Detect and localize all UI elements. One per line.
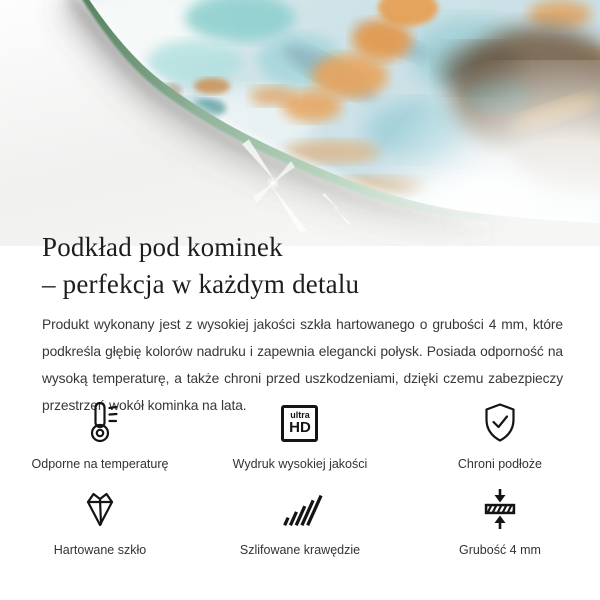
feature-label: Wydruk wysokiej jakości	[232, 457, 368, 471]
diamond-icon	[78, 486, 122, 532]
feature-label: Hartowane szkło	[53, 543, 147, 557]
feature-print-quality	[200, 398, 400, 472]
page-title-line-1: Podkład pod kominek	[42, 232, 283, 262]
feature-label: Szlifowane krawędzie	[239, 543, 361, 557]
feature-label: Odporne na temperaturę	[31, 457, 169, 471]
shield-check-icon	[478, 400, 522, 446]
thermometer-icon	[78, 400, 122, 446]
thickness-arrows-icon	[478, 486, 522, 532]
feature-label: Chroni podłoże	[457, 457, 542, 471]
feature-protects-floor	[400, 398, 600, 472]
polished-edges-icon	[276, 486, 324, 532]
page-title-line-2: – perfekcja w każdym detalu	[42, 269, 360, 299]
feature-grid	[0, 398, 600, 558]
ultra-hd-icon	[281, 405, 318, 442]
product-description-text: Produkt wykonany jest z wysokiej jakości szkła hartowanego o grubości 4 mm, które podkreśla głębię kolorów nadruku i zapewnia elegancki połysk. Posiada odporność na wysoką temperaturę, a także chroni przed uszkodzeniami, dzięki czemu zabezpieczy przestrzeń wokół kominka na lata.	[42, 317, 563, 413]
feature-temperature	[0, 398, 200, 472]
glass-pad-marble-illustration	[0, 0, 600, 246]
ultra-hd-icon-text-bottom: HD	[289, 419, 311, 436]
feature-label: Grubość 4 mm	[458, 543, 541, 557]
ultra-hd-icon-text-top: ultra	[290, 410, 310, 420]
feature-thickness	[400, 484, 600, 558]
feature-polished-edges	[200, 484, 400, 558]
product-image	[0, 0, 600, 246]
feature-row-1	[0, 398, 600, 472]
page-title	[42, 229, 572, 303]
feature-row-2	[0, 484, 600, 558]
feature-tempered-glass	[0, 484, 200, 558]
